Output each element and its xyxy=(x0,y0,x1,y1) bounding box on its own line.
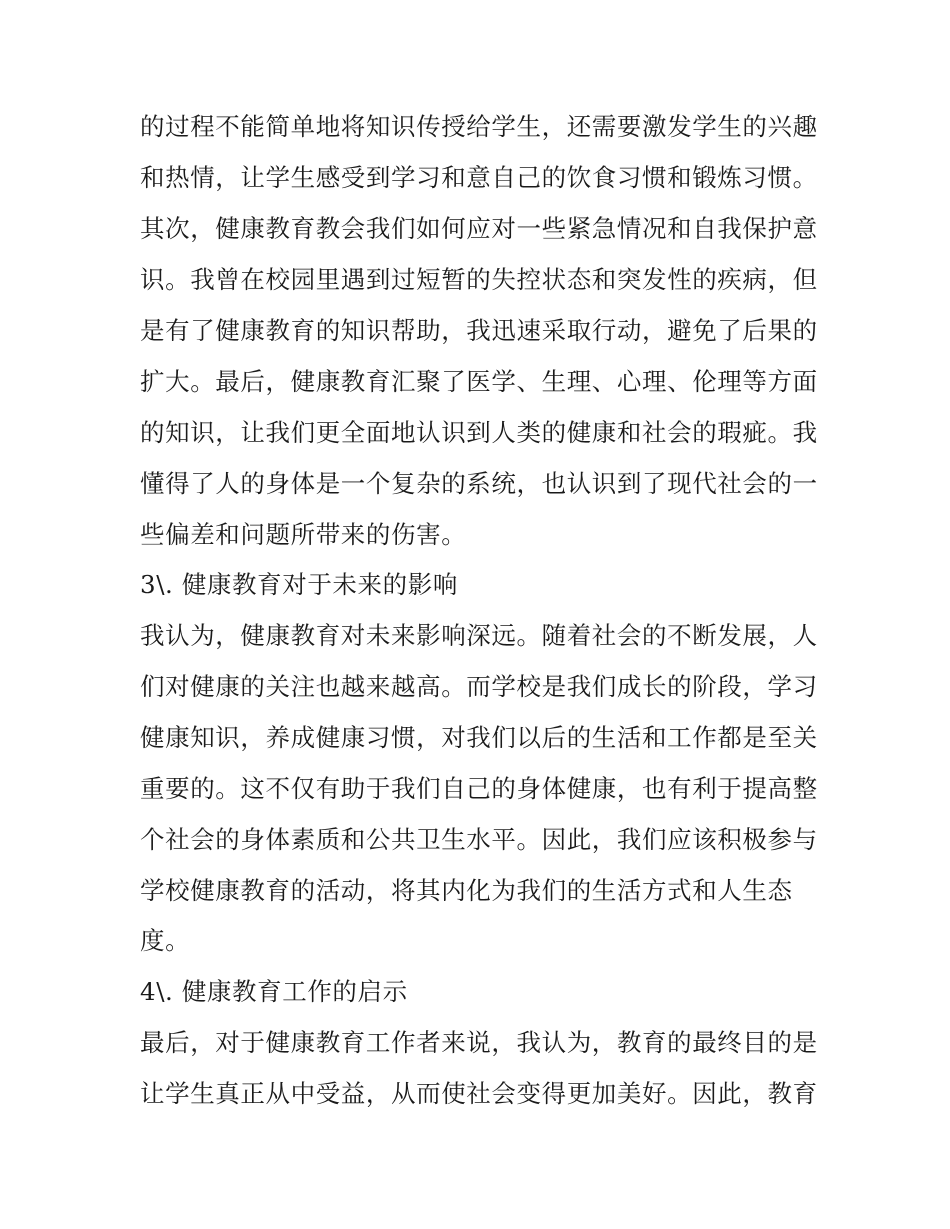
paragraph-line: 的知识，让我们更全面地认识到人类的健康和社会的瑕疵。我 xyxy=(140,418,818,447)
paragraph-line: 让学生真正从中受益，从而使社会变得更加美好。因此，教育 xyxy=(140,1079,818,1108)
paragraph-line: 健康知识，养成健康习惯，对我们以后的生活和工作都是至关 xyxy=(140,723,818,752)
paragraph-line: 个社会的身体素质和公共卫生水平。因此，我们应该积极参与 xyxy=(140,825,818,854)
paragraph-line: 学校健康教育的活动，将其内化为我们的生活方式和人生态 xyxy=(140,876,793,905)
paragraph-line: 其次，健康教育教会我们如何应对一些紧急情况和自我保护意 xyxy=(140,214,818,243)
paragraph-line: 扩大。最后，健康教育汇聚了医学、生理、心理、伦理等方面 xyxy=(140,367,818,396)
paragraph-line: 最后，对于健康教育工作者来说，我认为，教育的最终目的是 xyxy=(140,1028,818,1057)
section-heading: 3\. 健康教育对于未来的影响 xyxy=(140,570,458,599)
paragraph-line: 们对健康的关注也越来越高。而学校是我们成长的阶段，学习 xyxy=(140,672,818,701)
paragraph-line: 些偏差和问题所带来的伤害。 xyxy=(140,520,467,549)
paragraph-line: 和热情，让学生感受到学习和意自己的饮食习惯和锻炼习惯。 xyxy=(140,163,818,192)
paragraph-line: 懂得了人的身体是一个复杂的系统，也认识到了现代社会的一 xyxy=(140,469,818,498)
paragraph-line: 度。 xyxy=(140,926,191,955)
section-heading: 4\. 健康教育工作的启示 xyxy=(140,977,408,1006)
paragraph-line: 的过程不能简单地将知识传授给学生，还需要激发学生的兴趣 xyxy=(140,112,818,141)
paragraph-line: 重要的。这不仅有助于我们自己的身体健康，也有利于提高整 xyxy=(140,774,818,803)
paragraph-line: 识。我曾在校园里遇到过短暂的失控状态和突发性的疾病，但 xyxy=(140,265,818,294)
paragraph-line: 是有了健康教育的知识帮助，我迅速采取行动，避免了后果的 xyxy=(140,316,818,345)
paragraph-line: 我认为，健康教育对未来影响深远。随着社会的不断发展，人 xyxy=(140,621,818,650)
